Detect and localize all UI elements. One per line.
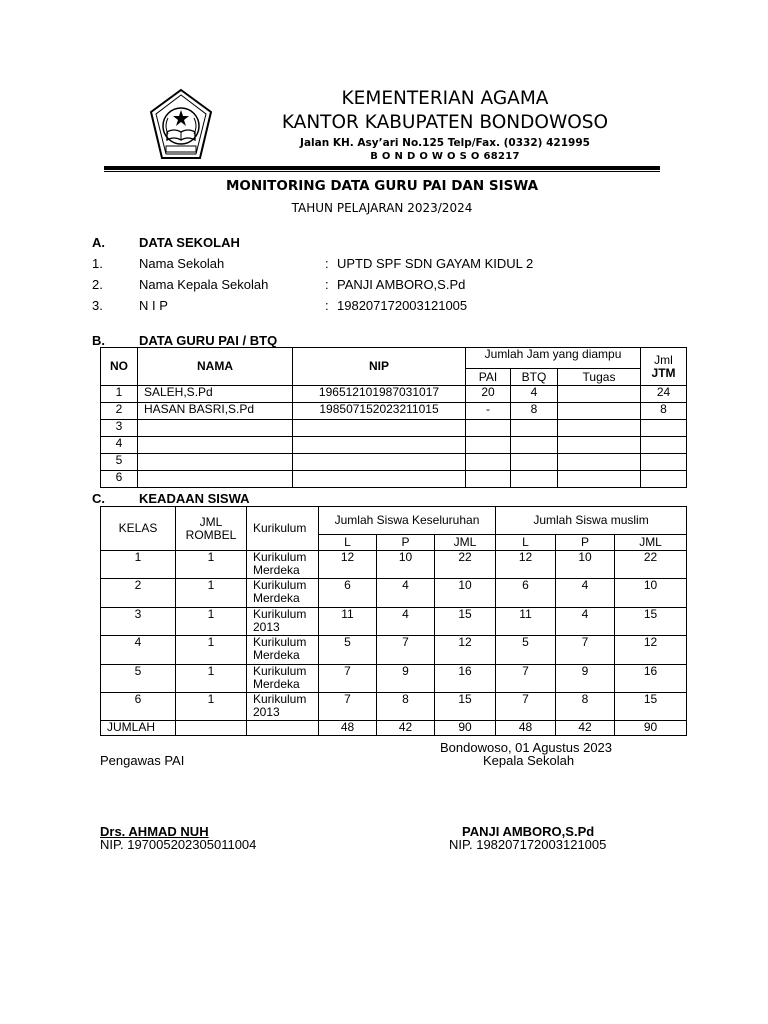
table-row bbox=[101, 636, 687, 665]
student-muslim-jml: 12 bbox=[615, 636, 687, 665]
teacher-tugas bbox=[558, 454, 641, 471]
teacher-tugas bbox=[558, 471, 641, 488]
teacher-pai bbox=[466, 437, 511, 454]
student-muslim-l: 5 bbox=[496, 636, 556, 665]
student-rombel: 1 bbox=[176, 693, 247, 721]
table-row bbox=[101, 608, 687, 636]
student-muslim-l: 6 bbox=[496, 579, 556, 608]
student-header-jml: JML bbox=[435, 535, 496, 551]
student-header-muslim-jml: JML bbox=[615, 535, 687, 551]
student-l: 6 bbox=[319, 579, 377, 608]
student-l: 7 bbox=[319, 693, 377, 721]
teacher-header-btq: BTQ bbox=[511, 369, 558, 386]
student-jml: 22 bbox=[435, 551, 496, 579]
student-muslim-jml: 22 bbox=[615, 551, 687, 579]
student-table bbox=[100, 506, 687, 736]
teacher-name bbox=[138, 454, 293, 471]
student-p: 9 bbox=[377, 665, 435, 693]
teacher-nip bbox=[293, 437, 466, 454]
teacher-jtm bbox=[641, 454, 687, 471]
teacher-header-jtm: JTM bbox=[651, 365, 676, 380]
student-kelas: 6 bbox=[101, 693, 176, 721]
student-l: 11 bbox=[319, 608, 377, 636]
student-kelas: 3 bbox=[101, 608, 176, 636]
teacher-jtm: 8 bbox=[641, 403, 687, 420]
teacher-nip bbox=[293, 454, 466, 471]
principal-sign-name: PANJI AMBORO,S.Pd bbox=[462, 824, 595, 839]
document-subtitle: TAHUN PELAJARAN 2023/2024 bbox=[291, 201, 473, 215]
student-p: 10 bbox=[377, 551, 435, 579]
table-row bbox=[101, 665, 687, 693]
teacher-pai bbox=[466, 420, 511, 437]
section-b-number: B. bbox=[92, 333, 105, 348]
student-rombel: 1 bbox=[176, 665, 247, 693]
teacher-nip: 198507152023211015 bbox=[293, 403, 466, 420]
student-muslim-l: 7 bbox=[496, 665, 556, 693]
table-row bbox=[101, 579, 687, 608]
teacher-name: SALEH,S.Pd bbox=[138, 386, 293, 403]
letterhead-address: Jalan KH. Asy’ari No.125 Telp/Fax. (0332) 421995 bbox=[300, 137, 590, 149]
teacher-name: HASAN BASRI,S.Pd bbox=[138, 403, 293, 420]
teacher-btq: 8 bbox=[511, 403, 558, 420]
school-name-value: UPTD SPF SDN GAYAM KIDUL 2 bbox=[337, 256, 534, 271]
teacher-btq bbox=[511, 437, 558, 454]
student-total-kurikulum bbox=[247, 721, 319, 736]
principal-name-number: 2. bbox=[92, 277, 103, 292]
student-muslim-jml: 15 bbox=[615, 608, 687, 636]
teacher-header-tugas: Tugas bbox=[558, 369, 641, 386]
teacher-jtm bbox=[641, 471, 687, 488]
section-c-number: C. bbox=[92, 491, 105, 506]
student-kurikulum: Kurikulum Merdeka bbox=[247, 665, 319, 693]
teacher-btq bbox=[511, 454, 558, 471]
principal-name-value: PANJI AMBORO,S.Pd bbox=[337, 277, 466, 292]
total-row bbox=[101, 721, 687, 736]
supervisor-role: Pengawas PAI bbox=[100, 753, 185, 768]
teacher-nip: 196512101987031017 bbox=[293, 386, 466, 403]
table-row bbox=[101, 693, 687, 721]
student-jml: 16 bbox=[435, 665, 496, 693]
teacher-tugas bbox=[558, 437, 641, 454]
student-p: 8 bbox=[377, 693, 435, 721]
student-kelas: 1 bbox=[101, 551, 176, 579]
student-total-muslim-p: 42 bbox=[556, 721, 615, 736]
letterhead-thick-rule bbox=[104, 166, 660, 170]
document-title: MONITORING DATA GURU PAI DAN SISWA bbox=[225, 178, 539, 194]
principal-nip-colon: : bbox=[325, 298, 329, 313]
table-row bbox=[101, 471, 687, 488]
supervisor-nip: NIP. 197005202305011004 bbox=[100, 837, 257, 852]
student-kelas: 2 bbox=[101, 579, 176, 608]
principal-name-colon: : bbox=[325, 277, 329, 292]
student-muslim-jml: 10 bbox=[615, 579, 687, 608]
teacher-no: 5 bbox=[101, 454, 138, 471]
school-name-label: Nama Sekolah bbox=[139, 256, 225, 271]
student-muslim-p: 4 bbox=[556, 579, 615, 608]
student-kurikulum: Kurikulum Merdeka bbox=[247, 579, 319, 608]
student-header-l: L bbox=[319, 535, 377, 551]
teacher-header-nama: NAMA bbox=[138, 348, 293, 386]
student-total-p: 42 bbox=[377, 721, 435, 736]
principal-sign-nip: NIP. 198207172003121005 bbox=[449, 837, 607, 852]
teacher-header-nip: NIP bbox=[293, 348, 466, 386]
student-jml: 15 bbox=[435, 693, 496, 721]
table-row bbox=[101, 420, 687, 437]
student-l: 12 bbox=[319, 551, 377, 579]
teacher-no: 6 bbox=[101, 471, 138, 488]
teacher-header-hours: Jumlah Jam yang diampu bbox=[466, 348, 641, 369]
student-kurikulum: Kurikulum 2013 bbox=[247, 608, 319, 636]
principal-nip-label: N I P bbox=[139, 298, 168, 313]
school-name-number: 1. bbox=[92, 256, 103, 271]
section-c-heading: KEADAAN SISWA bbox=[139, 491, 250, 506]
teacher-nip bbox=[293, 420, 466, 437]
student-header-kelas: KELAS bbox=[101, 507, 176, 551]
teacher-no: 1 bbox=[101, 386, 138, 403]
section-b-heading: DATA GURU PAI / BTQ bbox=[139, 333, 278, 348]
teacher-jtm bbox=[641, 420, 687, 437]
teacher-header-pai: PAI bbox=[466, 369, 511, 386]
student-header-muslim-l: L bbox=[496, 535, 556, 551]
student-header-kurikulum: Kurikulum bbox=[247, 507, 319, 551]
teacher-header-no: NO bbox=[101, 348, 138, 386]
teacher-name bbox=[138, 437, 293, 454]
student-kurikulum: Kurikulum Merdeka bbox=[247, 636, 319, 665]
school-name-colon: : bbox=[325, 256, 329, 271]
student-muslim-l: 11 bbox=[496, 608, 556, 636]
teacher-tugas bbox=[558, 420, 641, 437]
table-row bbox=[101, 551, 687, 579]
student-rombel: 1 bbox=[176, 551, 247, 579]
student-muslim-jml: 16 bbox=[615, 665, 687, 693]
student-kurikulum: Kurikulum 2013 bbox=[247, 693, 319, 721]
table-row bbox=[101, 437, 687, 454]
student-rombel: 1 bbox=[176, 636, 247, 665]
place-date: Bondowoso, 01 Agustus 2023 bbox=[440, 740, 613, 755]
student-muslim-p: 4 bbox=[556, 608, 615, 636]
teacher-no: 3 bbox=[101, 420, 138, 437]
student-kelas: 4 bbox=[101, 636, 176, 665]
kemenag-logo bbox=[148, 88, 214, 164]
teacher-table bbox=[100, 347, 687, 488]
student-total-label: JUMLAH bbox=[101, 721, 176, 736]
student-header-total: Jumlah Siswa Keseluruhan bbox=[319, 507, 496, 535]
student-muslim-l: 7 bbox=[496, 693, 556, 721]
teacher-pai bbox=[466, 471, 511, 488]
teacher-btq bbox=[511, 471, 558, 488]
student-jml: 10 bbox=[435, 579, 496, 608]
principal-role: Kepala Sekolah bbox=[483, 753, 575, 768]
student-muslim-jml: 15 bbox=[615, 693, 687, 721]
student-rombel: 1 bbox=[176, 579, 247, 608]
student-l: 5 bbox=[319, 636, 377, 665]
teacher-btq: 4 bbox=[511, 386, 558, 403]
teacher-header-total bbox=[641, 348, 687, 386]
student-total-rombel bbox=[176, 721, 247, 736]
teacher-jtm: 24 bbox=[641, 386, 687, 403]
student-total-l: 48 bbox=[319, 721, 377, 736]
student-header-muslim: Jumlah Siswa muslim bbox=[496, 507, 687, 535]
letterhead-thin-rule bbox=[104, 171, 660, 172]
student-kurikulum: Kurikulum Merdeka bbox=[247, 551, 319, 579]
teacher-header-jml: Jml bbox=[654, 352, 673, 367]
student-muslim-l: 12 bbox=[496, 551, 556, 579]
teacher-nip bbox=[293, 471, 466, 488]
table-row bbox=[101, 454, 687, 471]
principal-nip-number: 3. bbox=[92, 298, 103, 313]
letterhead-city: B O N D O W O S O 68217 bbox=[370, 151, 520, 162]
student-muslim-p: 9 bbox=[556, 665, 615, 693]
student-muslim-p: 10 bbox=[556, 551, 615, 579]
student-header-muslim-p: P bbox=[556, 535, 615, 551]
student-l: 7 bbox=[319, 665, 377, 693]
student-total-muslim-jml: 90 bbox=[615, 721, 687, 736]
student-jml: 12 bbox=[435, 636, 496, 665]
student-p: 4 bbox=[377, 608, 435, 636]
supervisor-name: Drs. AHMAD NUH bbox=[100, 824, 209, 839]
teacher-name bbox=[138, 471, 293, 488]
teacher-tugas bbox=[558, 386, 641, 403]
letterhead-ministry: KEMENTERIAN AGAMA bbox=[341, 88, 549, 109]
teacher-name bbox=[138, 420, 293, 437]
section-a-number: A. bbox=[92, 235, 105, 250]
letterhead-office: KANTOR KABUPATEN BONDOWOSO bbox=[281, 112, 609, 133]
student-total-muslim-l: 48 bbox=[496, 721, 556, 736]
teacher-pai bbox=[466, 454, 511, 471]
student-muslim-p: 7 bbox=[556, 636, 615, 665]
student-muslim-p: 8 bbox=[556, 693, 615, 721]
student-header-p: P bbox=[377, 535, 435, 551]
section-a-heading: DATA SEKOLAH bbox=[139, 235, 240, 250]
teacher-no: 4 bbox=[101, 437, 138, 454]
student-total-jml: 90 bbox=[435, 721, 496, 736]
principal-nip-value: 198207172003121005 bbox=[337, 298, 468, 313]
student-p: 4 bbox=[377, 579, 435, 608]
table-row bbox=[101, 386, 687, 403]
student-header-rombel: JML ROMBEL bbox=[176, 507, 247, 551]
teacher-jtm bbox=[641, 437, 687, 454]
teacher-no: 2 bbox=[101, 403, 138, 420]
teacher-pai: - bbox=[466, 403, 511, 420]
table-row bbox=[101, 403, 687, 420]
student-rombel: 1 bbox=[176, 608, 247, 636]
student-p: 7 bbox=[377, 636, 435, 665]
student-jml: 15 bbox=[435, 608, 496, 636]
teacher-pai: 20 bbox=[466, 386, 511, 403]
principal-name-label: Nama Kepala Sekolah bbox=[139, 277, 269, 292]
teacher-btq bbox=[511, 420, 558, 437]
student-kelas: 5 bbox=[101, 665, 176, 693]
teacher-tugas bbox=[558, 403, 641, 420]
